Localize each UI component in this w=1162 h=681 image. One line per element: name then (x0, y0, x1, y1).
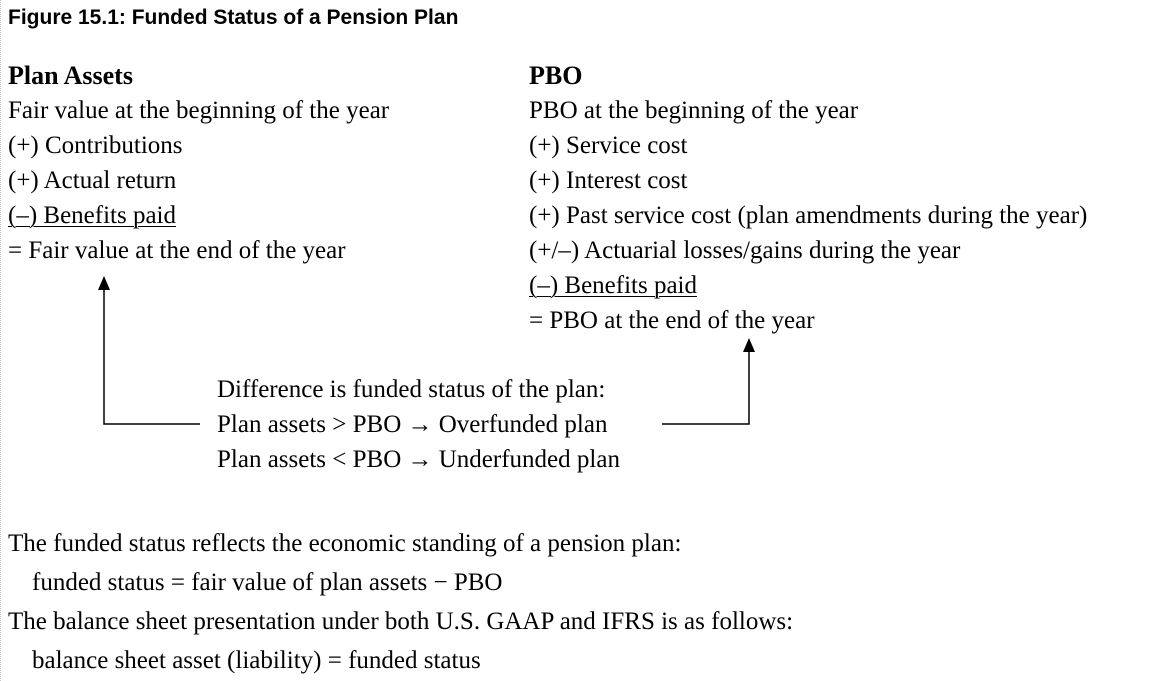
plan-assets-line: Fair value at the beginning of the year (8, 97, 390, 124)
paragraph-balance-sheet: The balance sheet presentation under both U.S. GAAP and IFRS is as follows: (8, 608, 794, 635)
plan-assets-line: (+) Actual return (8, 167, 177, 194)
pbo-line-underlined: (–) Benefits paid (529, 272, 698, 299)
overfunded-line: Plan assets > PBO → Overfunded plan (217, 411, 608, 438)
plan-assets-line: (+) Contributions (8, 132, 183, 159)
paragraph-funded-status: The funded status reflects the economic standing of a pension plan: (8, 530, 682, 557)
difference-heading: Difference is funded status of the plan: (217, 376, 606, 403)
underfunded-line: Plan assets < PBO → Underfunded plan (217, 446, 620, 473)
explanation-text (8, 524, 793, 680)
right-arrowhead-icon (743, 338, 755, 352)
equation-funded-status: funded status = fair value of plan assets − PBO (32, 569, 503, 596)
figure-title: Figure 15.1: Funded Status of a Pension Plan (8, 6, 459, 29)
pbo-line: (+) Service cost (529, 132, 688, 159)
pbo-heading: PBO (529, 61, 583, 90)
funded-status-box (217, 372, 620, 477)
right-connector-line (662, 352, 749, 424)
pbo-line: PBO at the beginning of the year (529, 97, 859, 124)
pbo-line: (+) Past service cost (plan amendments during the year) (529, 202, 1088, 229)
plan-assets-heading: Plan Assets (8, 61, 133, 90)
equation-balance-sheet: balance sheet asset (liability) = funded status (32, 647, 481, 674)
plan-assets-line-underlined: (–) Benefits paid (8, 202, 177, 229)
pbo-line: (+) Interest cost (529, 167, 688, 194)
plan-assets-total-line: = Fair value at the end of the year (8, 237, 346, 264)
left-connector-line (104, 290, 200, 424)
pbo-line: (+/–) Actuarial losses/gains during the year (529, 237, 961, 264)
pbo-total-line: = PBO at the end of the year (529, 307, 815, 334)
left-arrowhead-icon (98, 276, 110, 290)
